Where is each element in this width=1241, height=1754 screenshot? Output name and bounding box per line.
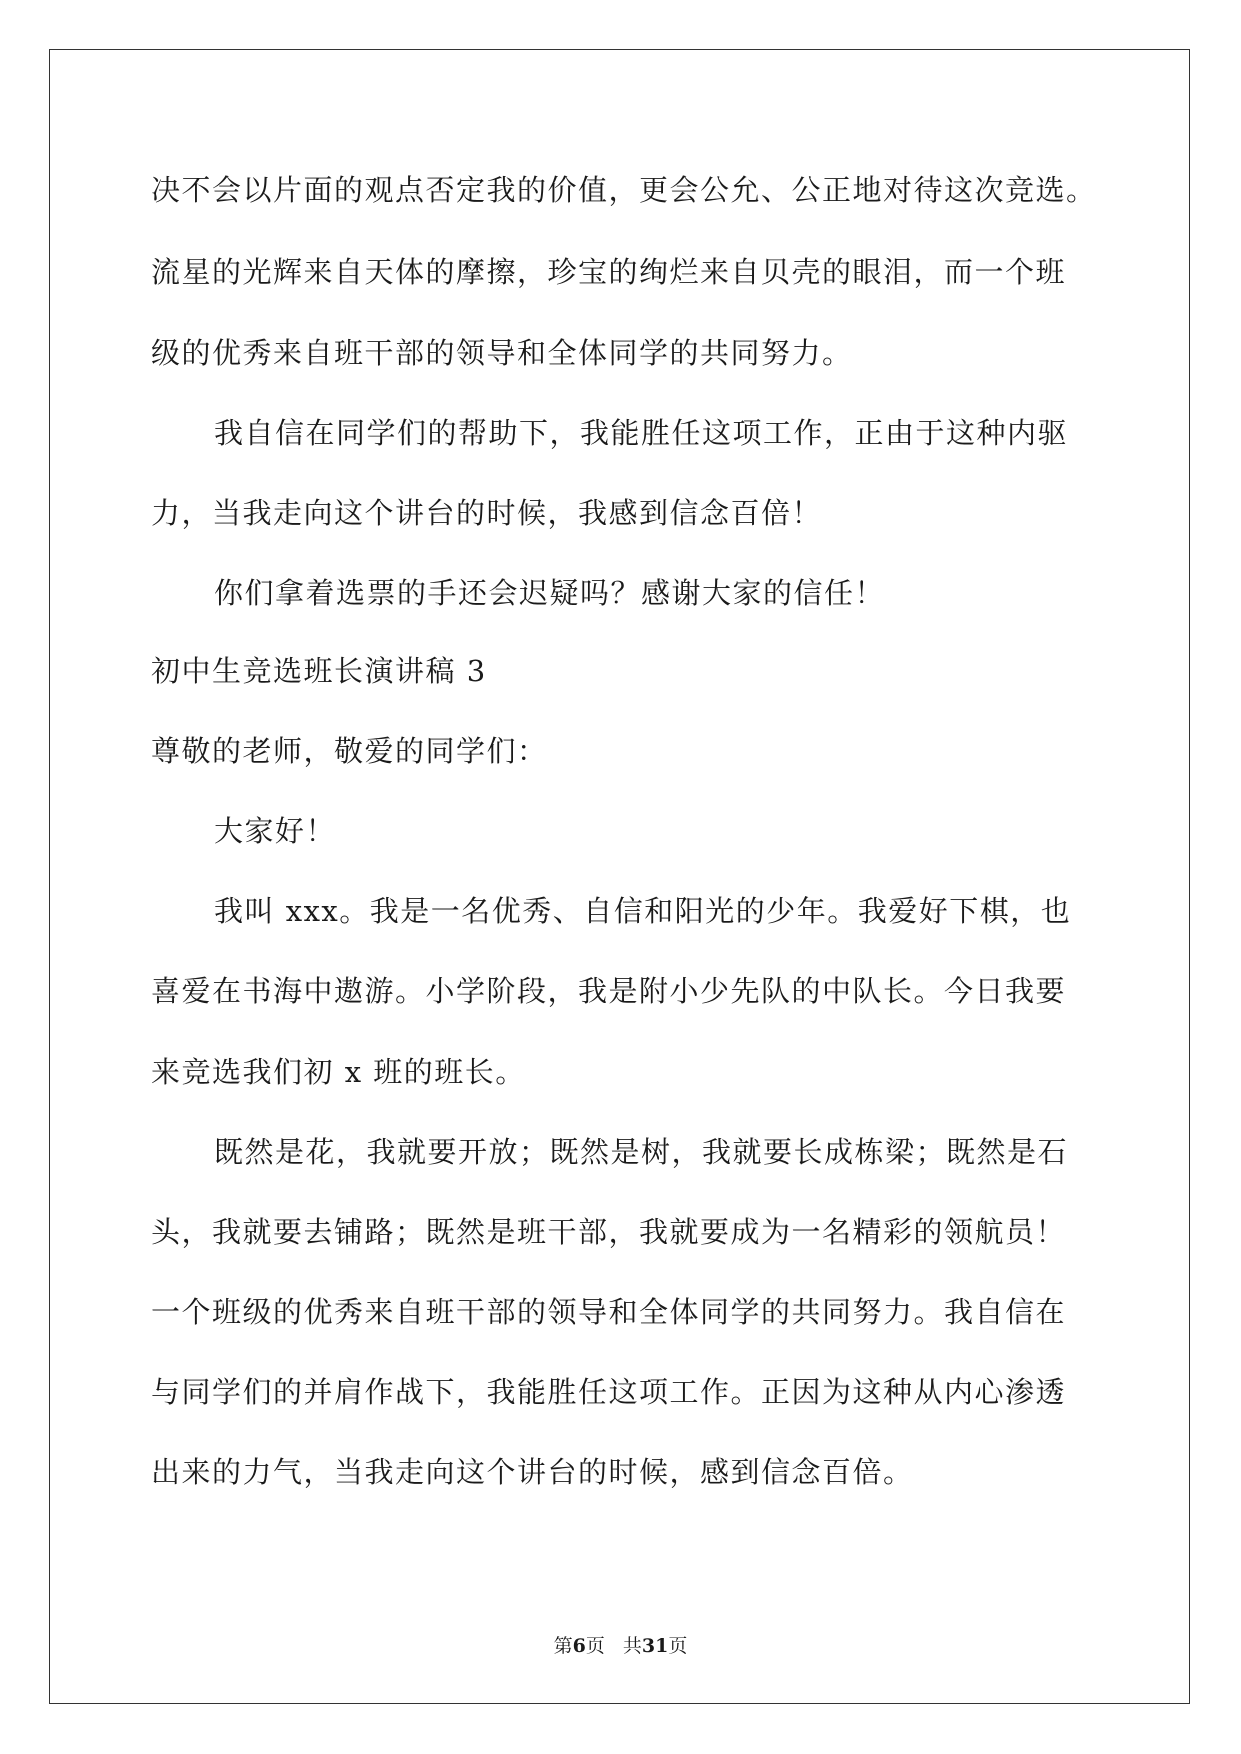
page-prefix: 第 bbox=[553, 1635, 573, 1657]
text-line: 一个班级的优秀来自班干部的领导和全体同学的共同努力。我自信在 bbox=[151, 1295, 1067, 1329]
text-line: 出来的力气，当我走向这个讲台的时候，感到信念百倍。 bbox=[151, 1455, 914, 1489]
total-prefix: 共 bbox=[622, 1635, 642, 1657]
page-suffix: 页 bbox=[585, 1635, 605, 1657]
text-line: 决不会以片面的观点否定我的价值，更会公允、公正地对待这次竞选。 bbox=[151, 173, 1097, 207]
section-heading: 初中生竞选班长演讲稿 3 bbox=[151, 654, 487, 688]
text-line: 我自信在同学们的帮助下，我能胜任这项工作，正由于这种内驱 bbox=[214, 416, 1069, 450]
page-footer bbox=[0, 1634, 1241, 1658]
salutation: 尊敬的老师，敬爱的同学们： bbox=[151, 734, 548, 768]
text-line: 力，当我走向这个讲台的时候，我感到信念百倍！ bbox=[151, 496, 823, 530]
greeting: 大家好！ bbox=[214, 814, 337, 848]
total-suffix: 页 bbox=[668, 1635, 688, 1657]
text-line: 来竞选我们初 x 班的班长。 bbox=[151, 1055, 526, 1089]
text-line: 头，我就要去铺路；既然是班干部，我就要成为一名精彩的领航员！ bbox=[151, 1215, 1067, 1249]
page-number: 6 bbox=[572, 1635, 586, 1657]
text-line: 喜爱在书海中遨游。小学阶段，我是附小少先队的中队长。今日我要 bbox=[151, 974, 1067, 1008]
text-line: 既然是花，我就要开放；既然是树，我就要长成栋梁；既然是石 bbox=[214, 1135, 1069, 1169]
text-line: 与同学们的并肩作战下，我能胜任这项工作。正因为这种从内心渗透 bbox=[151, 1375, 1067, 1409]
text-line: 我叫 xxx。我是一名优秀、自信和阳光的少年。我爱好下棋，也 bbox=[214, 894, 1072, 928]
text-line: 流星的光辉来自天体的摩擦，珍宝的绚烂来自贝壳的眼泪，而一个班 bbox=[151, 255, 1067, 289]
text-line: 你们拿着选票的手还会迟疑吗？感谢大家的信任！ bbox=[214, 576, 886, 610]
total-pages: 31 bbox=[641, 1635, 669, 1657]
text-line: 级的优秀来自班干部的领导和全体同学的共同努力。 bbox=[151, 336, 853, 370]
